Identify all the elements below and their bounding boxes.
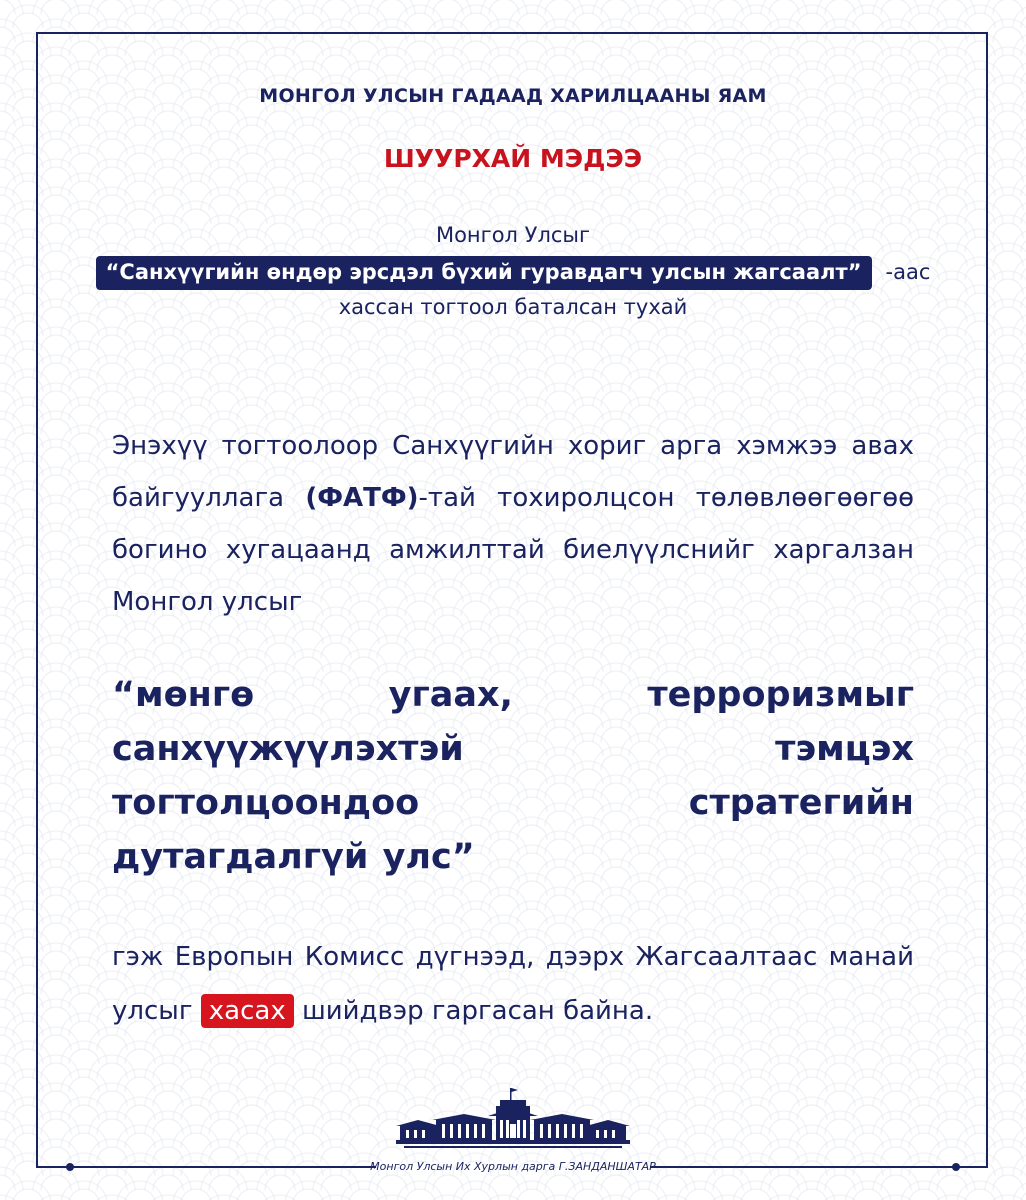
final-paragraph-end: шийдвэр гаргасан байна. xyxy=(293,996,654,1026)
intro-line-3: хассан тогтоол баталсан тухай xyxy=(338,295,688,319)
final-paragraph xyxy=(112,930,914,1038)
quote-text: “мөнгө угаах, терроризмыг санхүүжүүлэхтэй тэмцэх тогтолцоондоо стратегийн дутагдалгүй улс” xyxy=(112,675,914,877)
list-title-badge: “Санхүүгийн өндөр эрсдэл бүхий гуравдагч улсын жагсаалт” xyxy=(96,256,872,290)
body-paragraph xyxy=(112,420,914,628)
body-paragraph-start: Энэхүү тогтоолоор Санхүүгийн хориг арга хэмжээ авах байгууллага xyxy=(112,431,914,513)
body-paragraph-end: -тай тохиролцсон төлөвлөөгөөгөө богино хугацаанд амжилттай биелүүлснийг харгалзан Монгол улсыг xyxy=(112,483,915,617)
logo-caption: Монгол Улсын Их Хурлын дарга Г.ЗАНДАНШАТАР xyxy=(370,1160,656,1173)
intro-block xyxy=(0,220,1026,328)
parliament-building-logo xyxy=(396,1086,630,1158)
final-paragraph-start: гэж Европын Комисс дүгнээд, дээрх Жагсаалтаас манай улсыг xyxy=(112,942,914,1026)
intro-line-2 xyxy=(0,256,1026,292)
remove-highlight-badge: хасах xyxy=(201,994,294,1028)
ministry-title: МОНГОЛ УЛСЫН ГАДААД ХАРИЛЦААНЫ ЯАМ xyxy=(259,85,767,107)
fatf-abbreviation: (ФАТФ) xyxy=(305,483,419,513)
list-title-suffix: -аас xyxy=(885,260,931,284)
intro-line-1: Монгол Улсыг xyxy=(435,223,591,247)
flash-news-heading: ШУУРХАЙ МЭДЭЭ xyxy=(383,144,643,173)
